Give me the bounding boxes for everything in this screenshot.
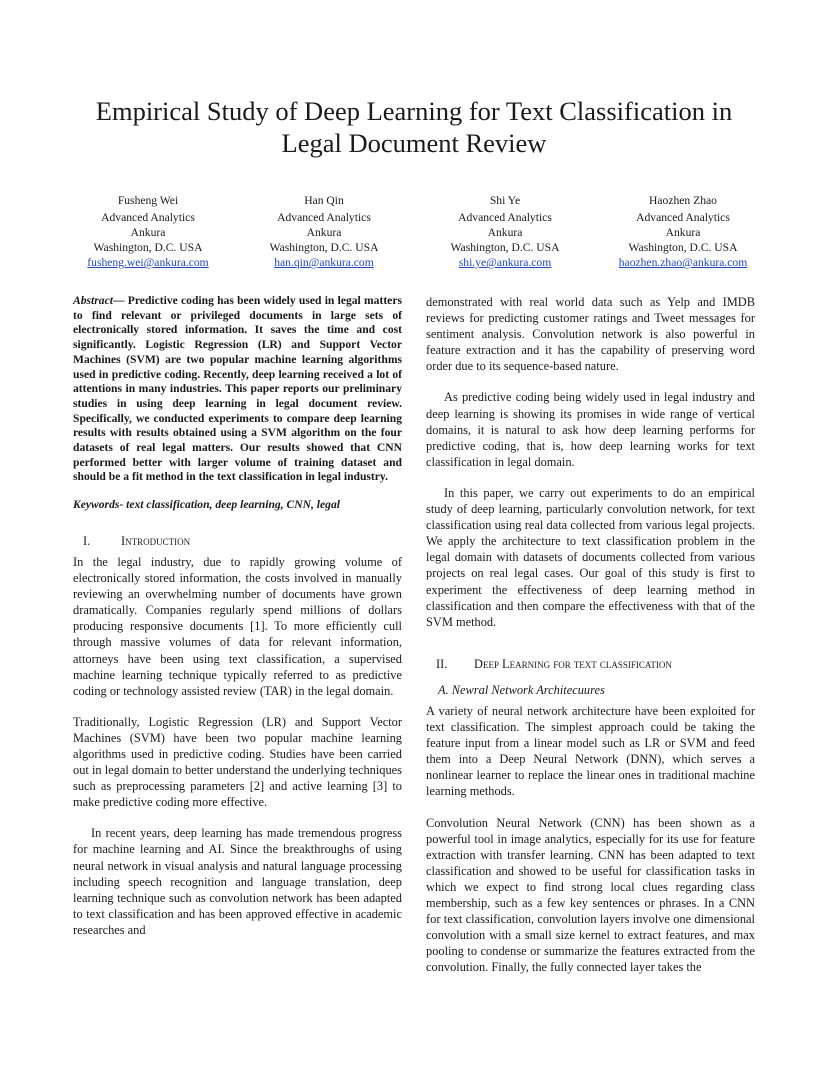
title-line-2: Legal Document Review <box>281 128 547 158</box>
author-org: Ankura <box>487 226 523 239</box>
author-org: Ankura <box>665 226 701 239</box>
paragraph: In this paper, we carry out experiments to do an empirical study of deep learning, particularly convolution network, for text classification using real data collected from various legal projects. We apply the architecture to text classification problem in the legal domain with datasets of documents collected from various projects on real legal cases. Our goal of this study is first to experiment the effectiveness of deep learning method in classification and then compare the effectiveness with that of the SVM method. <box>426 485 755 629</box>
author-affiliation: Advanced Analytics <box>101 211 195 224</box>
author-block <box>63 193 233 270</box>
paragraph: demonstrated with real world data such as Yelp and IMDB reviews for predicting customer ratings and Tweet messages for sentiment analysis. Convolution network is also powerful in feature extraction and it has the capability of preserving word order due to its sequence-based nature. <box>426 295 755 374</box>
paragraph: Convolution Neural Network (CNN) has been shown as a powerful tool in image analytics, especially for its use for feature extraction with transfer learning. CNN has been adapted to text classification and showed to be useful for classification tasks in which we expect to find strong local clues regarding class membership, such as a few key sentences or phrases. In a CNN for text classification, convolution layers involve one dimensional convolution with a small size kernel to extract features, and max pooling to condense or summarize the features extracted from the convolution. Finally, the fully connected layer takes the <box>426 815 755 975</box>
paragraph: Traditionally, Logistic Regression (LR) and Support Vector Machines (SVM) have been two popular machine learning algorithms used in predictive coding. Studies have been carried out in legal domain to better understand the underlying techniques such as preprocessing parameters [2] and active learning [3] to make predictive coding more effective. <box>73 714 402 810</box>
subsection-label: A. <box>438 682 449 697</box>
right-column <box>426 294 755 975</box>
author-name: Haozhen Zhao <box>649 194 717 207</box>
author-location: Washington, D.C. USA <box>628 241 738 254</box>
paragraph: As predictive coding being widely used in legal industry and deep learning is showing its promises in wide range of vertical domains, it is natural to ask how deep learning performs for predictive coding, that is, how deep learning works for text classification in legal domain. <box>426 390 755 469</box>
subsection-heading <box>426 682 755 698</box>
author-affiliation: Advanced Analytics <box>458 211 552 224</box>
author-block <box>420 193 590 270</box>
subsection-title: Newral Network Architecuures <box>451 682 605 697</box>
section-heading <box>426 656 755 672</box>
author-email-link[interactable]: han.qin@ankura.com <box>274 256 374 269</box>
keywords: Keywords- text classification, deep learning, CNN, legal <box>73 498 340 512</box>
author-name: Fusheng Wei <box>117 194 179 207</box>
author-location: Washington, D.C. USA <box>269 241 379 254</box>
abstract-text: Predictive coding has been widely used in legal matters to find relevant or privileged documents in large sets of electronically stored information. It saves the time and cost significantly. Logistic Regression (LR) and Support Vector Machines (SVM) are two popular machine learning algorithms used in predictive coding. Recently, deep learning received a lot of attentions in many industries. This paper reports our preliminary studies in using deep learning in legal document review. Specifically, we conducted experiments to compare deep learning results with results obtained using a SVM algorithm on the four datasets of real legal matters. Our results showed that CNN performed better with larger volume of training dataset and should be a fit method in the text classification in legal industry. <box>73 294 402 484</box>
author-email-link[interactable]: haozhen.zhao@ankura.com <box>618 256 748 269</box>
section-title: Introduction <box>121 533 191 548</box>
author-name: Han Qin <box>304 194 344 207</box>
author-block <box>239 193 409 270</box>
title-line-1: Empirical Study of Deep Learning for Text Classification in <box>95 96 733 126</box>
author-location: Washington, D.C. USA <box>93 241 203 254</box>
section-number: II. <box>436 656 448 671</box>
author-org: Ankura <box>130 226 166 239</box>
author-location: Washington, D.C. USA <box>450 241 560 254</box>
section-heading <box>73 533 402 549</box>
author-name: Shi Ye <box>489 194 521 207</box>
author-block <box>598 193 768 270</box>
author-email-link[interactable]: fusheng.wei@ankura.com <box>87 256 209 269</box>
author-org: Ankura <box>306 226 342 239</box>
author-email-link[interactable]: shi.ye@ankura.com <box>458 256 552 269</box>
paper-title <box>60 95 768 159</box>
author-affiliation: Advanced Analytics <box>277 211 371 224</box>
left-column <box>73 294 402 938</box>
paragraph: In the legal industry, due to rapidly growing volume of electronically stored information, the costs involved in manually reviewing an overwhelming number of documents have grown dramatically. Companies regularly spend millions of dollars producing responsive documents [1]. To more efficiently cull through massive volumes of data for relevant information, attorneys have been using text classification, a supervised machine learning technique typically referred to as predictive coding or technology assisted review (TAR) in the legal domain. <box>73 554 402 698</box>
author-affiliation: Advanced Analytics <box>636 211 730 224</box>
paragraph: A variety of neural network architecture have been exploited for text classification. The simplest approach could be taking the feature input from a linear model such as LR or SVM and feed them into a Deep Neural Network (DNN), which serves a nonlinear learner to replace the linear ones in traditional machine learning methods. <box>426 703 755 799</box>
section-number: I. <box>83 533 91 548</box>
paragraph: In recent years, deep learning has made tremendous progress for machine learning and AI. Since the breakthroughs of using neural network in visual analysis and natural language processing including speech recognition and language translation, deep learning technique such as convolution network has been adapted to text classification and has been approved effective in academic researches and <box>73 826 402 937</box>
abstract-label: Abstract— <box>73 294 125 307</box>
section-title: Deep Learning for text classification <box>474 656 672 671</box>
abstract <box>73 294 402 485</box>
